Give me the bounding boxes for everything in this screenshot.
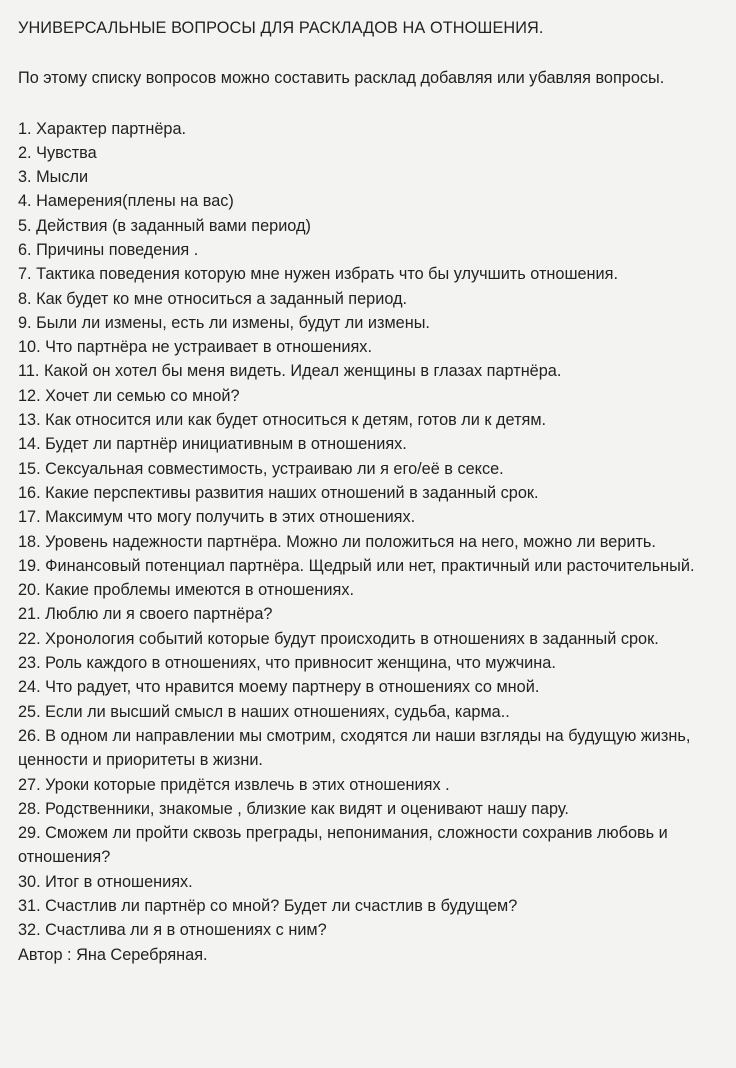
document-title: УНИВЕРСАЛЬНЫЕ ВОПРОСЫ ДЛЯ РАСКЛАДОВ НА ОТНОШЕНИЯ.: [18, 19, 544, 37]
question-item: 3. Мысли: [18, 168, 89, 187]
question-item: 9. Были ли измены, есть ли измены, будут ли измены.: [18, 313, 430, 332]
question-item: 29. Сможем ли пройти сквозь преграды, непонимания, сложности сохранив любовь и отношения?: [18, 824, 668, 867]
question-item: 20. Какие проблемы имеются в отношениях.: [18, 581, 354, 600]
question-item: 5. Действия (в заданный вами период): [18, 216, 311, 235]
question-item: 32. Счастлива ли я в отношениях с ним?: [18, 921, 327, 940]
question-item: 30. Итог в отношениях.: [18, 872, 193, 891]
question-item: 16. Какие перспективы развития наших отношений в заданный срок.: [18, 483, 539, 502]
question-item: 27. Уроки которые придётся извлечь в этих отношениях .: [18, 775, 450, 794]
author-credit: Автор : Яна Серебряная.: [18, 945, 208, 964]
question-item: 15. Сексуальная совместимость, устраиваю ли я его/её в сексе.: [18, 459, 504, 478]
question-item: 19. Финансовый потенциал партнёра. Щедрый или нет, практичный или расточительный.: [18, 556, 695, 575]
question-item: 11. Какой он хотел бы меня видеть. Идеал женщины в глазах партнёра.: [18, 362, 562, 381]
question-item: 12. Хочет ли семью со мной?: [18, 386, 240, 405]
question-item: 13. Как относится или как будет относиться к детям, готов ли к детям.: [18, 411, 547, 430]
question-item: 14. Будет ли партнёр инициативным в отношениях.: [18, 435, 407, 454]
question-item: 24. Что радует, что нравится моему партнеру в отношениях со мной.: [18, 678, 540, 697]
question-item: 22. Хронология событий которые будут происходить в отношениях в заданный срок.: [18, 629, 659, 648]
question-item: 28. Родственники, знакомые , близкие как видят и оценивают нашу пару.: [18, 799, 569, 818]
question-item: 25. Если ли высший смысл в наших отношениях, судьба, карма..: [18, 702, 510, 721]
question-item: 2. Чувства: [18, 143, 97, 162]
question-item: 4. Намерения(плены на вас): [18, 192, 234, 211]
question-item: 6. Причины поведения .: [18, 240, 199, 259]
question-item: 17. Максимум что могу получить в этих отношениях.: [18, 508, 416, 527]
questions-list: [18, 117, 722, 943]
question-item: 31. Счастлив ли партнёр со мной? Будет ли счастлив в будущем?: [18, 897, 518, 915]
question-item: 18. Уровень надежности партнёра. Можно ли положиться на него, можно ли верить.: [18, 532, 656, 551]
question-item: 26. В одном ли направлении мы смотрим, сходятся ли наши взгляды на будущую жизнь, ценности и приоритеты в жизни.: [18, 726, 691, 770]
question-item: 8. Как будет ко мне относиться а заданный период.: [18, 289, 408, 308]
question-item: 10. Что партнёра не устраивает в отношениях.: [18, 338, 372, 357]
question-item: 23. Роль каждого в отношениях, что привносит женщина, что мужчина.: [18, 654, 556, 673]
intro-paragraph: По этому списку вопросов можно составить расклад добавляя или убавляя вопросы.: [18, 69, 665, 87]
question-item: 7. Тактика поведения которую мне нужен избрать что бы улучшить отношения.: [18, 265, 618, 284]
question-item: 21. Люблю ли я своего партнёра?: [18, 605, 273, 624]
question-item: 1. Характер партнёра.: [18, 119, 187, 138]
